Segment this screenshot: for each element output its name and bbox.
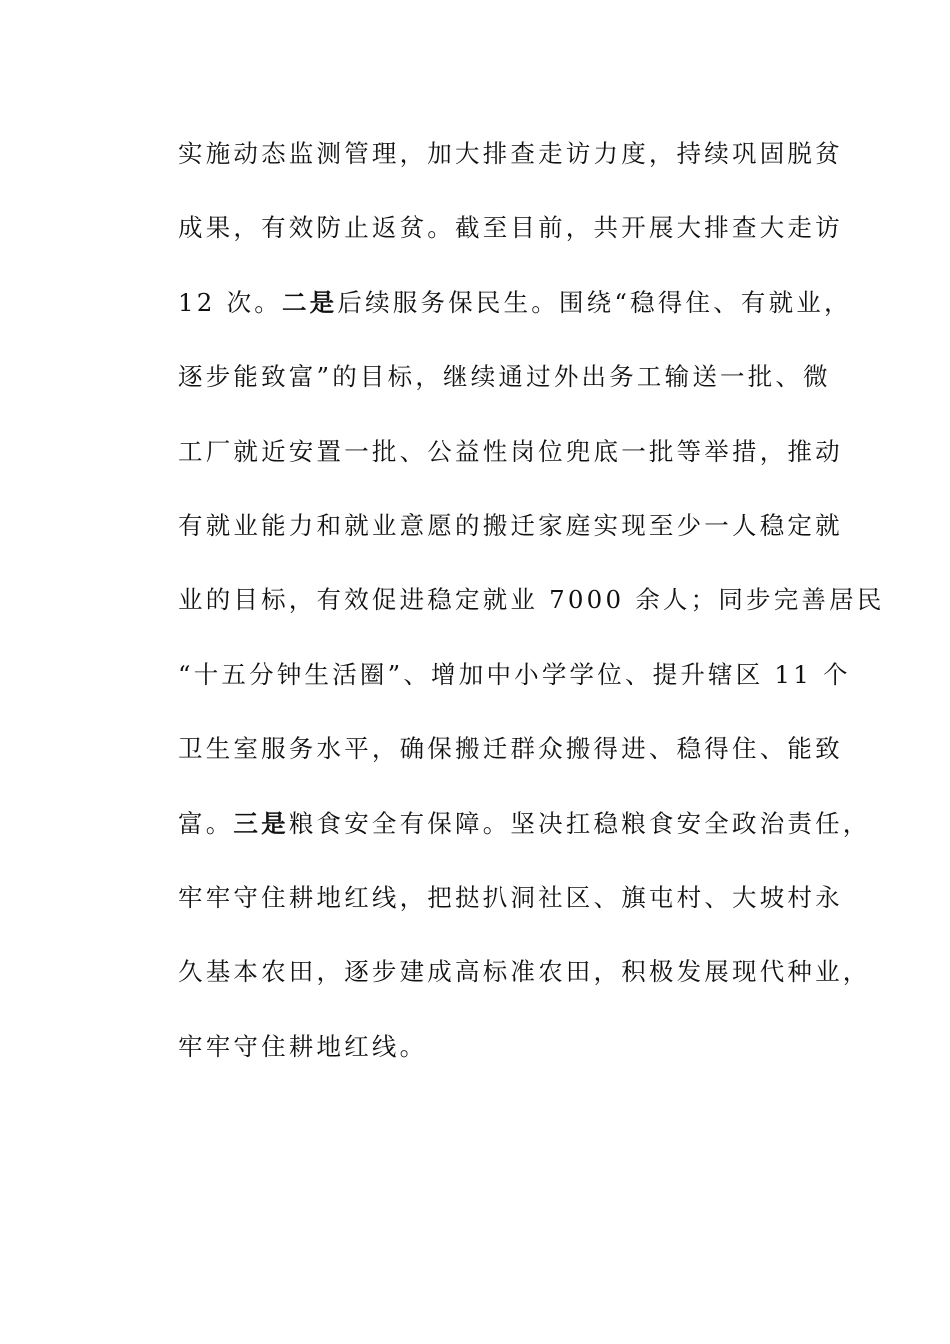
text-segment: 成果，有效防止返贫。截至目前，共开展大排查大走访 — [178, 213, 843, 243]
text-line — [178, 727, 843, 801]
text-segment: 粮食安全有保障。坚决扛稳粮食安全政治责任， — [288, 808, 871, 838]
text-line — [178, 653, 851, 727]
bold-lead-in: 二是 — [281, 287, 338, 317]
text-segment: 业的目标，有效促进稳定就业 7000 余人；同步完善居民 — [178, 585, 885, 615]
text-line — [178, 430, 843, 504]
text-segment: 实施动态监测管理，加大排查走访力度，持续巩固脱贫 — [178, 139, 843, 168]
text-line — [178, 1025, 838, 1099]
text-line — [178, 281, 852, 355]
text-segment: 后续服务保民生。围绕“稳得住、有就业， — [337, 287, 852, 317]
text-segment: 12 次。 — [178, 287, 282, 317]
text-segment: 富。 — [178, 808, 234, 838]
text-line — [178, 504, 843, 578]
text-line — [178, 132, 843, 206]
bold-lead-in: 三是 — [233, 808, 289, 838]
text-line — [178, 206, 843, 280]
body-paragraph — [178, 132, 885, 1099]
text-line — [178, 355, 838, 429]
text-segment: 有就业能力和就业意愿的搬迁家庭实现至少一人稳定就 — [178, 510, 843, 540]
text-segment: 牢牢守住耕地红线，把挞扒洞社区、旗屯村、大坡村永 — [178, 882, 843, 912]
text-line — [178, 876, 843, 950]
text-segment: 卫生室服务水平，确保搬迁群众搬得进、稳得住、能致 — [178, 734, 843, 764]
text-line — [178, 578, 885, 652]
text-line — [178, 802, 871, 876]
text-segment: 久基本农田，逐步建成高标准农田，积极发展现代种业， — [178, 957, 871, 987]
text-segment: 工厂就近安置一批、公益性岗位兜底一批等举措，推动 — [178, 436, 843, 466]
text-segment: 逐步能致富”的目标，继续通过外出务工输送一批、微 — [178, 362, 831, 392]
text-segment: 牢牢守住耕地红线。 — [178, 1031, 428, 1061]
text-line — [178, 950, 871, 1024]
text-segment: “十五分钟生活圈”、增加中小学学位、提升辖区 11 个 — [178, 659, 851, 689]
